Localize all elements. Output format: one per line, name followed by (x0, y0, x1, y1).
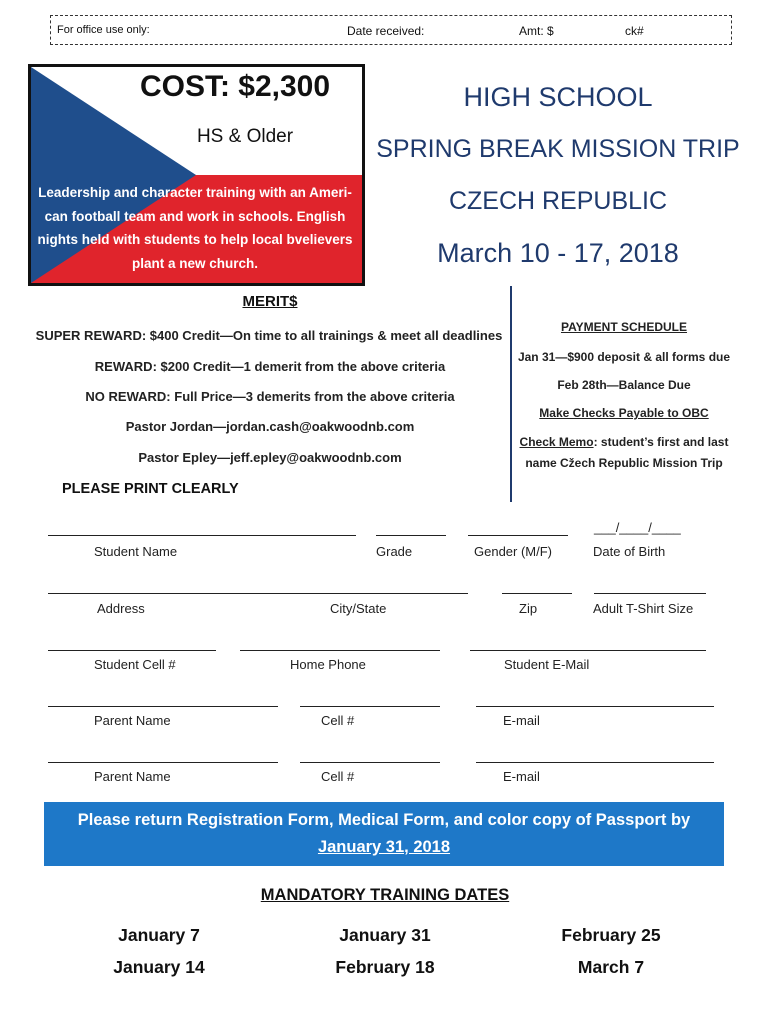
amount-label: Amt: $ (519, 24, 554, 38)
home-phone-label: Home Phone (290, 657, 366, 672)
student-cell-label: Student Cell # (94, 657, 176, 672)
check-memo-label: Check Memo (519, 435, 594, 449)
return-forms-banner (44, 802, 724, 866)
description-line: nights held with students to help local bvelievers (37, 232, 353, 247)
merit-reward: REWARD: $200 Credit—1 demerit from the above criteria (94, 359, 446, 374)
merits-heading: MERIT$ (242, 293, 298, 310)
training-date: January 14 (113, 957, 205, 977)
banner-deadline: January 31, 2018 (317, 838, 451, 856)
date-received-label: Date received: (347, 24, 425, 38)
pastor-jordan-contact: Pastor Jordan—jordan.cash@oakwoodnb.com (125, 419, 415, 434)
banner-instruction: Please return Registration Form, Medical Form, and color copy of Passport by (77, 811, 691, 829)
column-divider (510, 286, 512, 502)
check-memo-text: : student’s first and last (593, 435, 729, 449)
student-name-label: Student Name (94, 544, 178, 559)
gender-label: Gender (M/F) (474, 544, 553, 559)
merit-super-reward: SUPER REWARD: $400 Credit—On time to all trainings & meet all deadlines (35, 328, 503, 343)
tshirt-size-field[interactable] (594, 593, 706, 594)
dob-field[interactable]: ___/____/____ (594, 520, 681, 535)
parent-name-field[interactable] (48, 706, 278, 707)
cost-heading: COST: $2,300 (139, 70, 331, 103)
city-state-label: City/State (330, 601, 387, 616)
gender-field[interactable] (468, 535, 568, 536)
dob-label: Date of Birth (593, 544, 666, 559)
home-phone-field[interactable] (240, 650, 440, 651)
training-date: January 31 (339, 925, 431, 945)
parent-email-field[interactable] (476, 762, 714, 763)
parent-cell-label: Cell # (321, 769, 355, 784)
audience-label: HS & Older (196, 126, 294, 147)
student-cell-field[interactable] (48, 650, 216, 651)
grade-label: Grade (376, 544, 413, 559)
payment-check-memo (514, 435, 734, 449)
parent-name-field[interactable] (48, 762, 278, 763)
payment-deposit: Jan 31—$900 deposit & all forms due (517, 350, 731, 364)
training-date: February 18 (335, 957, 435, 977)
parent-cell-field[interactable] (300, 762, 440, 763)
parent-email-label: E-mail (503, 713, 540, 728)
description-line: Leadership and character training with an Ameri- (38, 185, 352, 200)
description-line: plant a new church. (131, 255, 259, 271)
description-line: can football team and work in schools. English (44, 208, 346, 224)
check-number-label: ck# (625, 24, 644, 38)
payment-heading: PAYMENT SCHEDULE (560, 320, 688, 334)
address-field[interactable] (48, 593, 468, 594)
payment-balance: Feb 28th—Balance Due (557, 378, 691, 392)
print-clearly-label: PLEASE PRINT CLEARLY (62, 481, 239, 497)
parent-email-label: E-mail (503, 769, 540, 784)
parent-name-label: Parent Name (94, 769, 171, 784)
office-use-box (50, 15, 732, 45)
trip-description (34, 181, 356, 275)
check-memo-text-2: name Cžech Republic Mission Trip (525, 456, 723, 470)
title-country: CZECH REPUBLIC (448, 187, 668, 215)
student-name-field[interactable] (48, 535, 356, 536)
office-use-label: For office use only: (57, 24, 150, 36)
merit-no-reward: NO REWARD: Full Price—3 demerits from the above criteria (85, 389, 455, 404)
training-date: January 7 (118, 925, 200, 945)
parent-cell-label: Cell # (321, 713, 355, 728)
training-date: March 7 (577, 957, 645, 977)
training-date: February 25 (561, 925, 661, 945)
parent-email-field[interactable] (476, 706, 714, 707)
title-trip: SPRING BREAK MISSION TRIP (376, 135, 740, 163)
parent-cell-field[interactable] (300, 706, 440, 707)
address-label: Address (97, 601, 145, 616)
parent-name-label: Parent Name (94, 713, 171, 728)
zip-label: Zip (519, 601, 538, 616)
tshirt-size-label: Adult T-Shirt Size (593, 601, 694, 616)
zip-field[interactable] (502, 593, 572, 594)
payment-checks-payable: Make Checks Payable to OBC (539, 406, 709, 420)
grade-field[interactable] (376, 535, 446, 536)
pastor-epley-contact: Pastor Epley—jeff.epley@oakwoodnb.com (138, 450, 402, 465)
title-high-school: HIGH SCHOOL (463, 82, 653, 112)
student-email-field[interactable] (470, 650, 706, 651)
student-email-label: Student E-Mail (504, 657, 590, 672)
training-heading: MANDATORY TRAINING DATES (260, 886, 510, 904)
title-dates: March 10 - 17, 2018 (437, 238, 679, 268)
